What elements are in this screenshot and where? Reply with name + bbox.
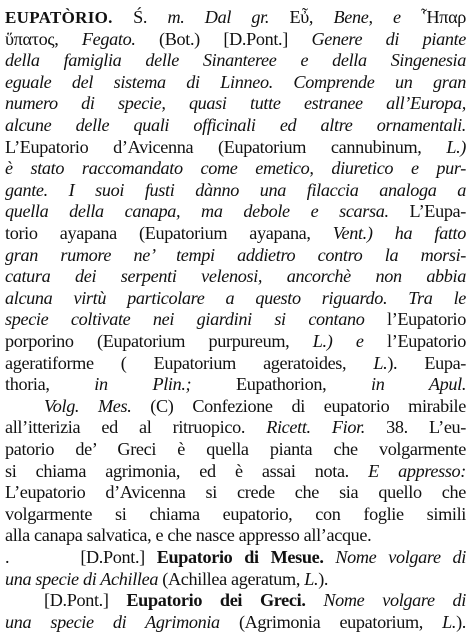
text-segment: Vent.) ha fatto [332, 223, 466, 243]
text-line [5, 156, 466, 180]
text-line [5, 286, 466, 310]
text-line [5, 221, 466, 245]
text-segment: in Apul. [371, 374, 466, 395]
text-segment: [D.Pont.] [44, 590, 127, 611]
text-segment: Nome volgare di [335, 547, 466, 567]
text-segment: ὕπατος, [5, 28, 82, 49]
text-segment: Ricett. Fior. [266, 417, 387, 438]
text-line [5, 264, 466, 288]
text-segment: L. [442, 611, 457, 632]
text-segment: EUPATÒRIO. [5, 8, 113, 27]
text-segment: Nome volgare di [323, 590, 466, 611]
text-segment: L. [373, 352, 388, 373]
text-segment: catura dei serpenti velenosi, ancorchè non abbia [5, 266, 466, 287]
text-segment: (C) Confezione di eupatorio mirabile [150, 395, 466, 416]
text-line [5, 27, 466, 51]
text-segment: Volg. Mes. [44, 395, 151, 416]
text-segment: alcune delle quali officinali ed altre ornamentali. [5, 115, 466, 135]
text-segment: L’Eupatorio d’Avicenna (Eupatorium cannubinum, [5, 136, 447, 157]
text-line [5, 91, 466, 115]
text-line [5, 135, 466, 159]
text-segment: numero di specie, quasi tutte estranee all’Europa, [5, 93, 466, 114]
text-line [5, 437, 466, 461]
text-line [5, 307, 466, 331]
text-segment: gante. I suoi fusti dànno una filaccia analoga a [5, 179, 466, 200]
text-segment: l’Eupatorio [387, 331, 466, 351]
text-segment: è stato raccomandato come emetico, diuretico e pur- [5, 158, 466, 179]
text-line [44, 588, 466, 612]
text-segment: . [D.Pont.] [5, 547, 157, 567]
text-line [5, 459, 466, 483]
text-line [5, 113, 466, 137]
text-segment: L.) [446, 136, 466, 157]
text-segment: l’Eupatorio [387, 309, 466, 330]
text-line [5, 243, 466, 267]
text-line [5, 329, 466, 353]
text-line [5, 502, 466, 526]
text-line [5, 70, 466, 94]
text-segment: (Bot.) [D.Pont.] [159, 28, 312, 49]
text-segment: gran rumore ne’ tempi addietro contro la morsi- [5, 244, 466, 265]
text-segment: Bene, e [333, 7, 422, 27]
text-segment: della famiglia delle Sinanteree e della Singenesia [5, 50, 466, 71]
text-segment: thoria, [5, 374, 95, 395]
text-segment: ). Eupa- [387, 352, 466, 373]
text-segment: Fegato. [81, 28, 160, 49]
text-line [5, 351, 466, 375]
text-line [5, 372, 466, 396]
text-line [5, 48, 466, 72]
text-segment: una specie di Achillea [5, 568, 163, 589]
text-segment: Εὖ, [289, 7, 334, 27]
text-segment: volgarmente si chiama eupatorio, con foglie simili [5, 503, 466, 524]
text-segment: Ś. [112, 7, 168, 27]
text-segment: (Agrimonia eupatorium, [238, 611, 443, 632]
text-segment: E appresso: [368, 460, 466, 481]
text-segment: in Plin.; [94, 374, 237, 395]
text-line [5, 415, 466, 439]
text-line [5, 567, 466, 591]
text-segment: 38. L’eu- [386, 417, 466, 438]
text-line [44, 394, 466, 418]
text-segment: Eupathorion, [236, 374, 372, 395]
text-segment: m. Dal gr. [167, 7, 290, 27]
text-segment: ageratiforme ( Eupatorium ageratoides, [5, 352, 374, 373]
text-line [5, 178, 466, 202]
text-segment: alcuna virtù particolare a questo riguardo. Tra le [5, 287, 466, 308]
text-segment: (Achillea ageratum, [162, 568, 305, 589]
text-segment: porporino (Eupatorium purpureum, [5, 331, 313, 351]
text-segment: Genere di piante [311, 28, 466, 49]
text-line [5, 523, 466, 547]
text-line [5, 610, 466, 634]
text-segment: quella della canapa, ma debole e scarsa. [5, 201, 410, 222]
text-segment: ). [456, 611, 466, 632]
text-segment: Eupatorio dei Greci. [126, 590, 324, 611]
text-segment: eguale del sistema di Linneo. Comprende un gran [5, 71, 466, 92]
text-segment: all’itterizia ed al ritruopico. [5, 417, 267, 438]
text-segment: ). [318, 568, 329, 589]
text-segment: patorio de’ Greci è quella pianta che volgarmente [5, 439, 466, 459]
text-segment: una specie di Agrimonia [5, 611, 239, 632]
text-line [5, 5, 466, 29]
text-segment: Ἧπαρ [421, 7, 466, 27]
text-segment: alla canapa salvatica, e che nasce appresso all’acque. [5, 525, 372, 546]
text-segment: si chiama agrimonia, ed è assai nota. [5, 460, 369, 481]
text-segment: torio ayapana (Eupatorium ayapana, [5, 223, 333, 243]
text-segment: L.) e [312, 331, 388, 351]
text-line [5, 199, 466, 223]
text-segment: specie coltivate nei giardini si contano [5, 309, 388, 330]
text-segment: Eupatorio di Mesue. [156, 547, 336, 567]
text-segment: L’Eupa- [409, 201, 466, 222]
text-segment: L. [304, 568, 319, 589]
text-segment: L’eupatorio d’Avicenna si crede che sia quello che [5, 482, 466, 503]
text-line [5, 545, 466, 569]
text-line [5, 480, 466, 504]
